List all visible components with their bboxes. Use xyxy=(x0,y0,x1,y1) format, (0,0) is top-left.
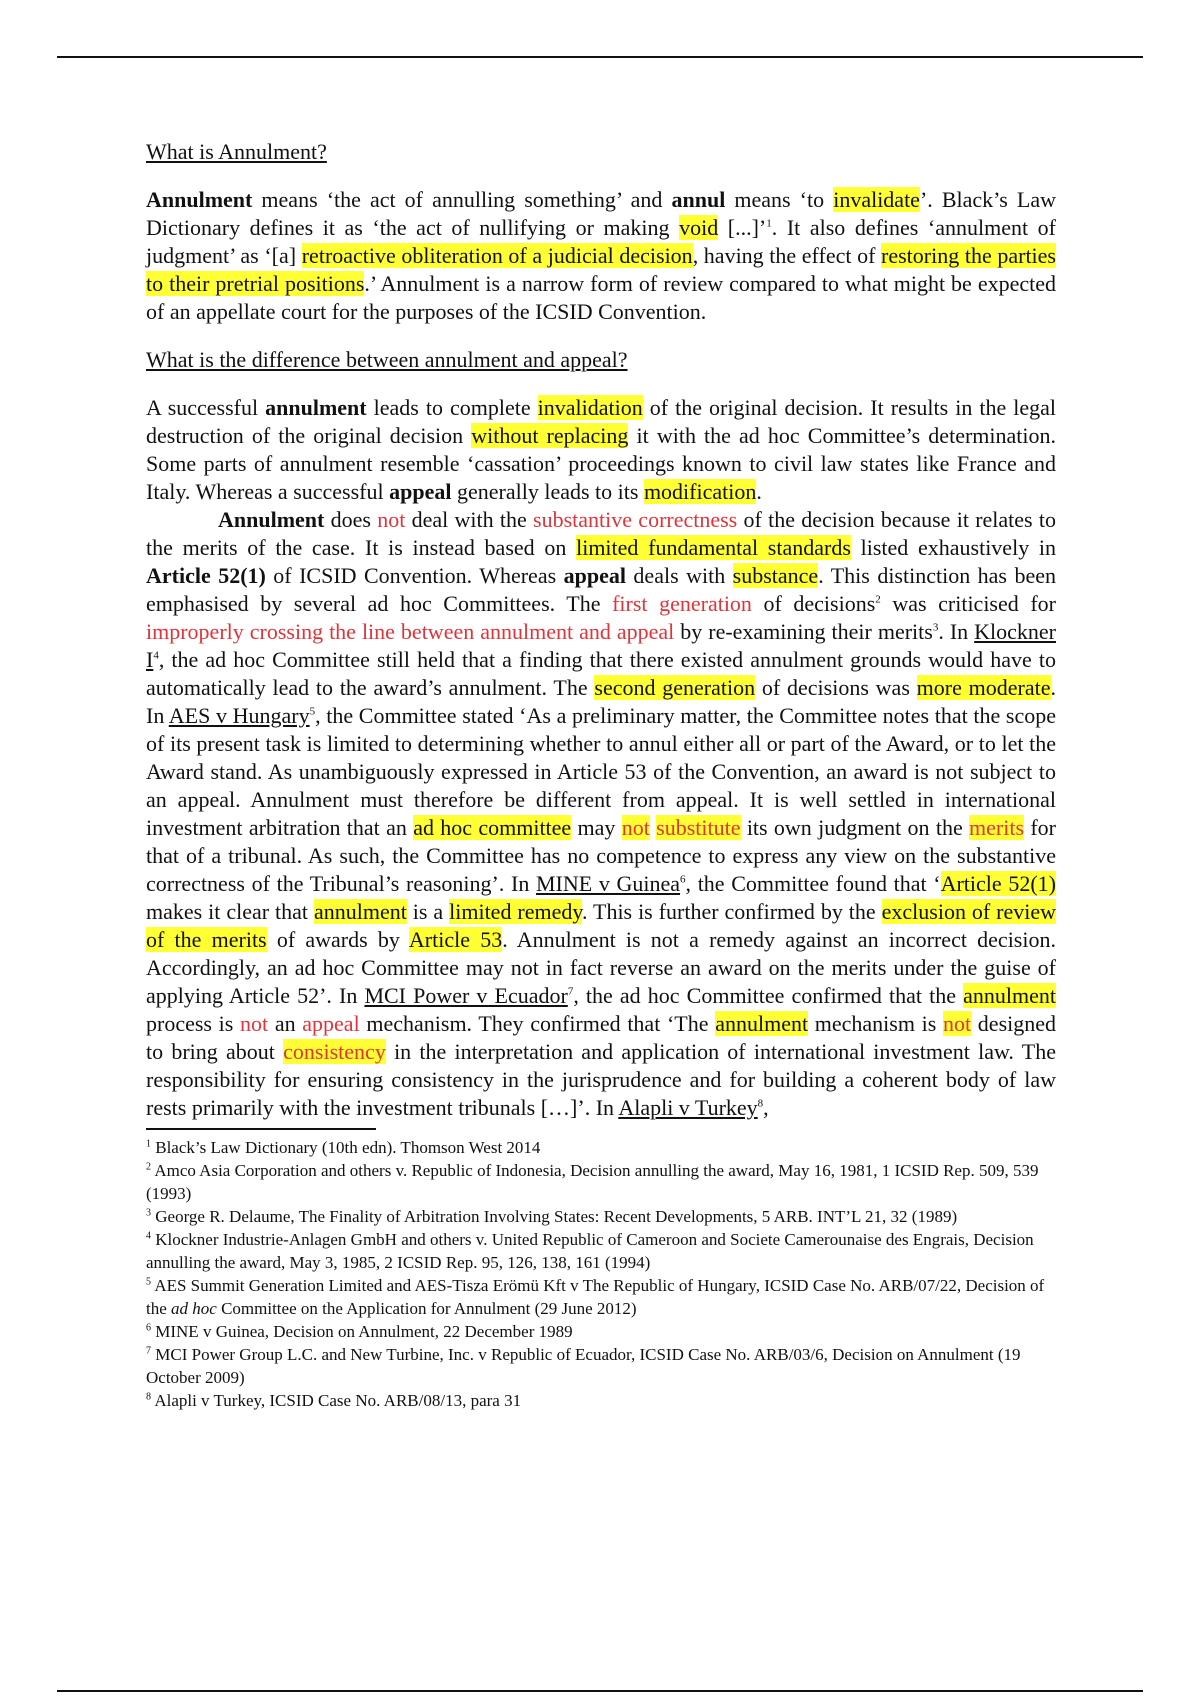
text-run: an xyxy=(268,1011,303,1036)
bold-term: Annulment xyxy=(146,187,253,212)
text-run: listed exhaustively in xyxy=(850,535,1057,560)
highlight: invalidate xyxy=(833,187,920,212)
case-name: MCI Power v Ecuador xyxy=(364,983,568,1008)
red-text: appeal xyxy=(302,1011,360,1036)
highlight: Article 53 xyxy=(408,927,503,952)
bold-term: appeal xyxy=(389,479,452,504)
highlight: Article 52(1) xyxy=(940,871,1056,896)
footnote-number: 4 xyxy=(146,1230,151,1242)
text-run: designed to bring about xyxy=(146,1011,1057,1064)
highlight: invalidation xyxy=(537,395,643,420)
highlight: second generation xyxy=(594,675,756,700)
text-run: .’ Annulment is a narrow form of review compared to what might be expected of an appellate court for the purposes of the ICSID Convention. xyxy=(146,271,1056,324)
highlight: substance xyxy=(732,563,819,588)
red-text: not xyxy=(377,507,406,532)
text-run: of the decision because it relates to the merits of the case. It is instead based on xyxy=(146,507,1056,560)
text-run: A successful xyxy=(146,395,266,420)
footnote-text: Black’s Law Dictionary (10th edn). Thomson West 2014 xyxy=(155,1138,541,1157)
bold-term: appeal xyxy=(563,563,626,588)
paragraph-successful-annulment xyxy=(146,394,1056,506)
highlight: annulment xyxy=(715,1011,809,1036)
text-run: for that of a tribunal. As such, the Committee has no competence to express any view on the substantive correctness of the Tribunal’s reasoning’. In xyxy=(146,815,1056,896)
case-name: Klockner I xyxy=(146,619,1057,672)
text-run: , the Committee stated ‘As a preliminary matter, the Committee notes that the scope of its present task is limited to determining whether to annul either all or part of the Award, or to let the Award stand. As unambiguously expressed in Article 53 of the Convention, an award is not subject to an appeal. Annulment must therefore be different from appeal. It is well settled in international investment arbitration that an xyxy=(146,703,1056,840)
footnote xyxy=(146,1159,1056,1205)
red-text: first generation xyxy=(612,591,752,616)
text-run: in the interpretation and application of international investment law. The responsibility for ensuring consistency in the jurisprudence and for building a coherent body of law rests primarily with the investment tribunals […]’. In xyxy=(146,1039,1056,1120)
footnote xyxy=(146,1320,1056,1343)
highlight: modification xyxy=(643,479,757,504)
footnote-text: MCI Power Group L.C. and New Turbine, Inc. v Republic of Ecuador, ICSID Case No. ARB/03/6, Decision on Annulment (19 October 2009) xyxy=(146,1345,1021,1387)
text-run: process is xyxy=(146,1011,241,1036)
highlight: without replacing xyxy=(471,423,629,448)
highlight: ad hoc committee xyxy=(413,815,572,840)
text-run: [...]’ xyxy=(718,215,767,240)
red-text: improperly crossing the line between annulment and appeal xyxy=(146,619,675,644)
footnote-text: Committee on the Application for Annulment (29 June 2012) xyxy=(216,1299,637,1318)
text-run: deals with xyxy=(625,563,733,588)
footnote-text: AES Summit Generation Limited and AES-Tisza Erömü Kft v The Republic of Hungary, ICSID Case No. ARB/07/22, Decision of the xyxy=(146,1276,1045,1318)
text-run: , the Committee found that ‘ xyxy=(685,871,941,896)
text-run: , the ad hoc Committee still held that a finding that there existed annulment grounds would have to automatically lead to the award’s annulment. The xyxy=(146,647,1056,700)
footnote-ref: 8 xyxy=(757,1097,764,1110)
footnote xyxy=(146,1343,1056,1389)
footnote-text: Alapli v Turkey, ICSID Case No. ARB/08/13, para 31 xyxy=(154,1391,522,1410)
footnote-ref: 2 xyxy=(875,593,881,606)
bold-term: Annulment xyxy=(218,507,325,532)
footnote xyxy=(146,1205,1056,1228)
text-run: deal with the xyxy=(405,507,534,532)
footer-rule xyxy=(57,1690,1143,1692)
footnotes xyxy=(146,1136,1056,1412)
text-run: it with the ad hoc Committee’s determination. Some parts of annulment resemble ‘cassation’ proceedings known to civil law states like France and Italy. Whereas a successful xyxy=(146,423,1056,504)
footnote xyxy=(146,1136,1056,1159)
footnote-ref: 1 xyxy=(766,217,772,230)
paragraph-annulment-definition xyxy=(146,186,1056,326)
footnote xyxy=(146,1389,1056,1412)
text-run: . Annulment is not a remedy against an incorrect decision. Accordingly, an ad hoc Committee may not in fact reverse an award on the merits under the guise of applying Article 52’. In xyxy=(146,927,1056,1008)
footnote-ref: 3 xyxy=(932,621,939,634)
footnote-ref: 6 xyxy=(680,873,686,886)
text-run: leads to complete xyxy=(366,395,538,420)
footnote-number: 3 xyxy=(146,1207,151,1219)
case-name: MINE v Guinea xyxy=(536,871,681,896)
highlight: more moderate xyxy=(916,675,1051,700)
footnote-number: 8 xyxy=(146,1391,151,1403)
paragraph-annulment-vs-appeal xyxy=(146,506,1056,1122)
heading-difference: What is the difference between annulment and appeal? xyxy=(146,347,628,372)
footnote-number: 2 xyxy=(146,1161,151,1173)
footnote-number: 5 xyxy=(146,1276,151,1288)
highlight: limited remedy xyxy=(449,899,582,924)
bold-term: annulment xyxy=(265,395,367,420)
text-run: means ‘the act of annulling something’ and xyxy=(252,187,672,212)
highlight: exclusion of review of the merits xyxy=(146,899,1057,952)
text-run: its own judgment on the xyxy=(740,815,970,840)
text-run: . In xyxy=(146,675,1056,728)
document-page xyxy=(146,138,1056,1412)
header-rule xyxy=(57,56,1143,58)
footnote xyxy=(146,1274,1056,1320)
text-run: of decisions was xyxy=(755,675,917,700)
text-run: , xyxy=(763,1095,769,1120)
text-run: makes it clear that xyxy=(146,899,314,924)
text-run: . xyxy=(756,479,762,504)
text-run: of the original decision. It results in the legal destruction of the original decision xyxy=(146,395,1056,448)
footnote-number: 6 xyxy=(146,1322,151,1334)
text-run: by re-examining their merits xyxy=(674,619,933,644)
text-run: of ICSID Convention. Whereas xyxy=(265,563,564,588)
highlight-red: not xyxy=(943,1011,972,1036)
text-run: , the ad hoc Committee confirmed that the xyxy=(573,983,964,1008)
text-run: was criticised for xyxy=(880,591,1056,616)
highlight-red: merits xyxy=(969,815,1025,840)
footnote-text: MINE v Guinea, Decision on Annulment, 22 December 1989 xyxy=(155,1322,573,1341)
text-run: of decisions xyxy=(751,591,876,616)
case-name: Alapli v Turkey xyxy=(618,1095,758,1120)
text-run: of awards by xyxy=(266,927,409,952)
highlight: retroactive obliteration of a judicial decision xyxy=(301,243,693,268)
red-text: substantive correctness xyxy=(533,507,738,532)
highlight: annulment xyxy=(313,899,407,924)
highlight-red: consistency xyxy=(283,1039,386,1064)
highlight: annulment xyxy=(963,983,1056,1008)
footnote-italic: ad hoc xyxy=(171,1299,217,1318)
footnote-ref: 5 xyxy=(309,705,316,718)
highlight-red: substitute xyxy=(656,815,741,840)
footnote xyxy=(146,1228,1056,1274)
footnote-text: Amco Asia Corporation and others v. Republic of Indonesia, Decision annulling the award, May 16, 1981, 1 ICSID Rep. 509, 539 (1993) xyxy=(146,1161,1039,1203)
text-run: . In xyxy=(938,619,975,644)
highlight: void xyxy=(679,215,719,240)
text-run: ’. Black’s Law Dictionary defines it as ‘the act of nullifying or making xyxy=(146,187,1056,240)
footnote-text: Klockner Industrie-Anlagen GmbH and others v. United Republic of Cameroon and Societe Camerounaise des Engrais, Decision annulling the award, May 3, 1985, 2 ICSID Rep. 95, 126, 138, 161 (1994) xyxy=(146,1230,1034,1272)
text-run: , having the effect of xyxy=(692,243,882,268)
case-name: AES v Hungary xyxy=(168,703,310,728)
text-run: generally leads to its xyxy=(451,479,644,504)
footnote-ref: 7 xyxy=(567,985,574,998)
footnote-text: George R. Delaume, The Finality of Arbitration Involving States: Recent Developments, 5 ARB. INT’L 21, 32 (1989) xyxy=(155,1207,958,1226)
heading-what-is-annulment: What is Annulment? xyxy=(146,139,327,164)
footnote-number: 1 xyxy=(146,1138,151,1150)
text-run: does xyxy=(324,507,378,532)
highlight: limited fundamental standards xyxy=(576,535,851,560)
text-run: . This is further confirmed by the xyxy=(581,899,882,924)
footnote-ref: 4 xyxy=(153,649,159,662)
footnote-separator xyxy=(146,1128,376,1130)
text-run: is a xyxy=(406,899,450,924)
bold-term: Article 52(1) xyxy=(146,563,266,588)
text-run: mechanism. They confirmed that ‘The xyxy=(359,1011,716,1036)
footnote-number: 7 xyxy=(146,1345,151,1357)
text-run: mechanism is xyxy=(808,1011,943,1036)
highlight-red: not xyxy=(621,815,650,840)
text-run: means ‘to xyxy=(725,187,834,212)
bold-term: annul xyxy=(671,187,726,212)
text-run: . This distinction has been emphasised by several ad hoc Committees. The xyxy=(146,563,1056,616)
red-text: not xyxy=(240,1011,269,1036)
text-run: . It also defines ‘annulment of judgment’ as ‘[a] xyxy=(146,215,1056,268)
text-run: may xyxy=(571,815,622,840)
highlight: restoring the parties to their pretrial positions xyxy=(146,243,1056,296)
